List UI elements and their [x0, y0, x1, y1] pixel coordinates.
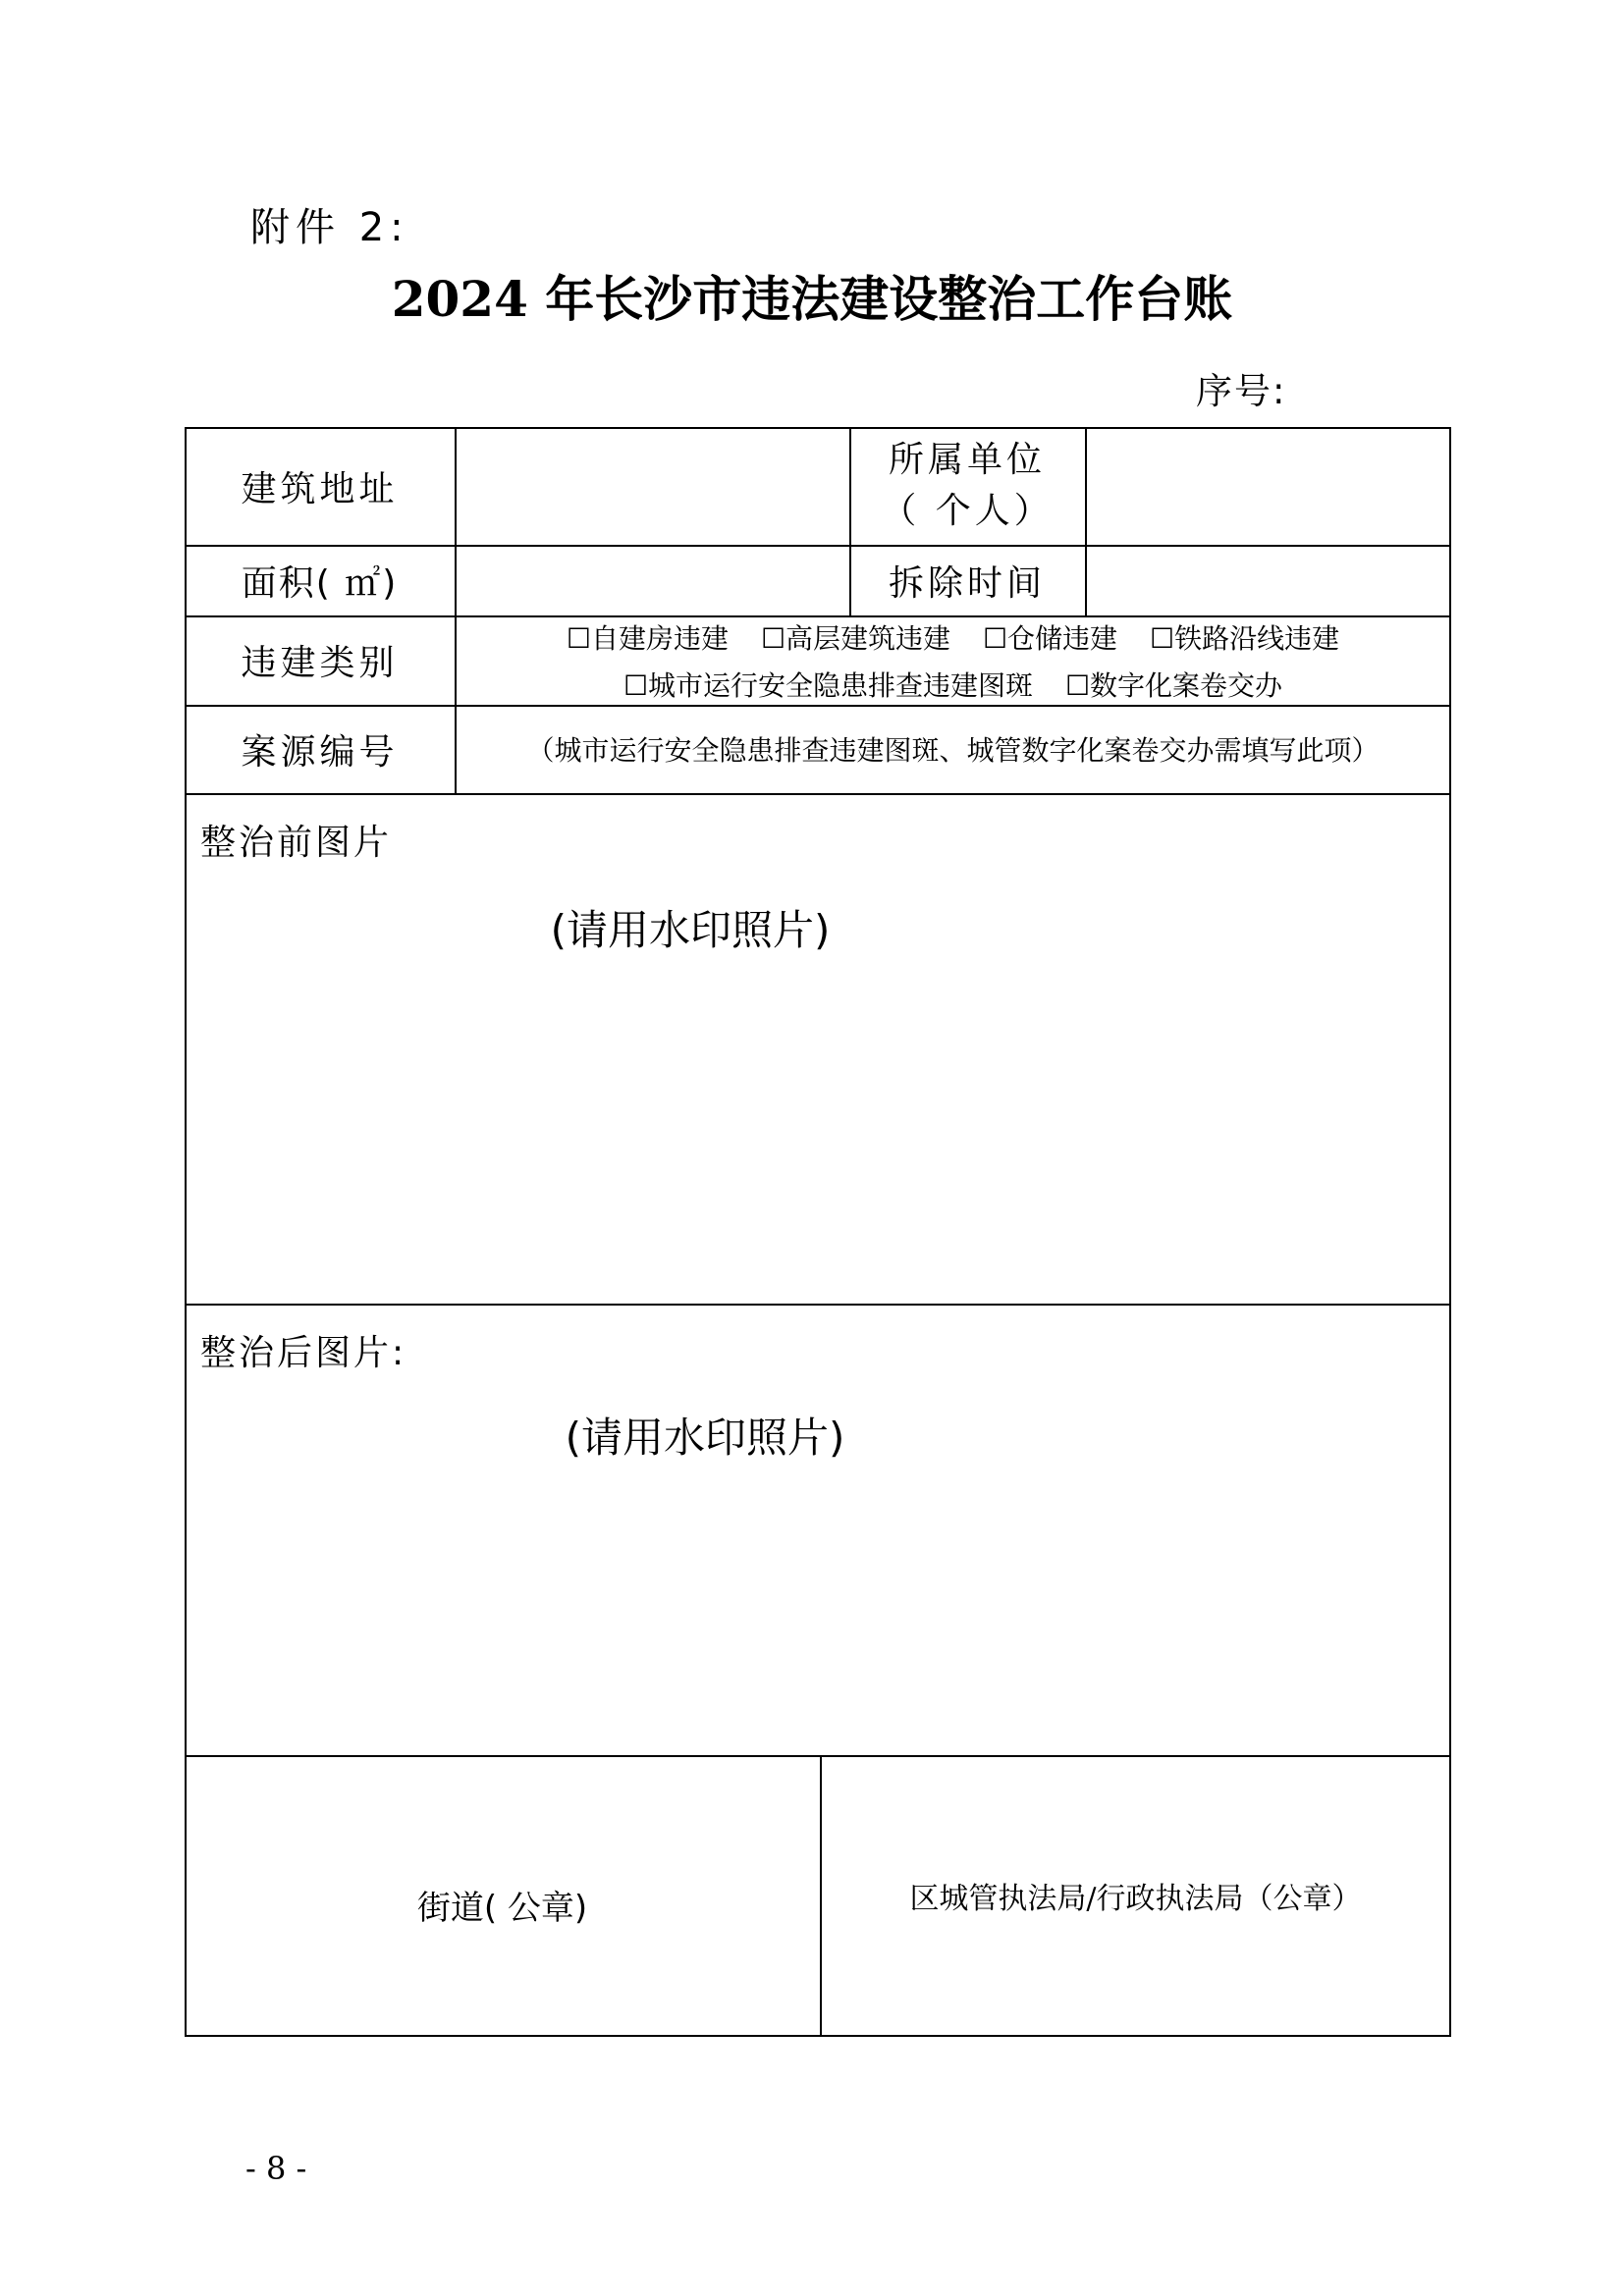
after-photo-hint: (请用水印照片) — [565, 1414, 845, 1462]
row-divider — [185, 793, 1451, 795]
bureau-seal: 区城管执法局/行政执法局（公章） — [909, 1881, 1362, 1916]
category-options — [457, 615, 1449, 705]
option-warehouse[interactable]: ☐仓储违建 — [982, 621, 1118, 655]
option-safety-survey[interactable]: ☐城市运行安全隐患排查违建图斑 — [623, 668, 1034, 702]
option-self-built[interactable]: ☐自建房违建 — [566, 621, 730, 655]
demolish-time-value-cell — [1087, 545, 1449, 615]
demolish-time-label: 拆除时间 — [888, 562, 1046, 604]
attachment-label: 附件 2: — [250, 205, 409, 250]
ledger-table — [185, 427, 1451, 2037]
category-label: 违建类别 — [241, 643, 399, 683]
address-label: 建筑地址 — [241, 468, 399, 509]
address-value-cell — [457, 427, 849, 545]
after-photo-label: 整治后图片: — [200, 1333, 407, 1373]
area-label: 面积( ㎡) — [241, 562, 399, 604]
page-title: 2024 年长沙市违法建设整治工作台账 — [391, 270, 1233, 328]
unit-label-line1: 所属单位 — [888, 439, 1046, 480]
option-high-rise[interactable]: ☐高层建筑违建 — [760, 621, 951, 655]
table-border-right — [1449, 427, 1451, 2037]
street-seal: 街道( 公章) — [416, 1889, 588, 1928]
category-options-row1 — [555, 617, 1351, 657]
page-number: - 8 - — [245, 2150, 307, 2187]
unit-label-line2: （ 个人） — [881, 491, 1054, 531]
option-digital-case[interactable]: ☐数字化案卷交办 — [1064, 668, 1283, 702]
area-value-cell — [457, 545, 849, 615]
category-options-row2 — [612, 665, 1294, 704]
case-number-hint: （城市运行安全隐患排查违建图斑、城管数字化案卷交办需填写此项） — [526, 734, 1380, 767]
unit-value-cell — [1087, 427, 1449, 545]
case-number-label: 案源编号 — [241, 731, 399, 773]
serial-number-label: 序号: — [1196, 370, 1287, 412]
row-divider — [185, 1304, 1451, 1306]
unit-label — [849, 427, 1085, 545]
table-border-bottom — [185, 2035, 1451, 2037]
before-photo-label: 整治前图片 — [200, 823, 393, 863]
before-photo-hint: (请用水印照片) — [550, 906, 831, 954]
option-railway[interactable]: ☐铁路沿线违建 — [1149, 621, 1340, 655]
